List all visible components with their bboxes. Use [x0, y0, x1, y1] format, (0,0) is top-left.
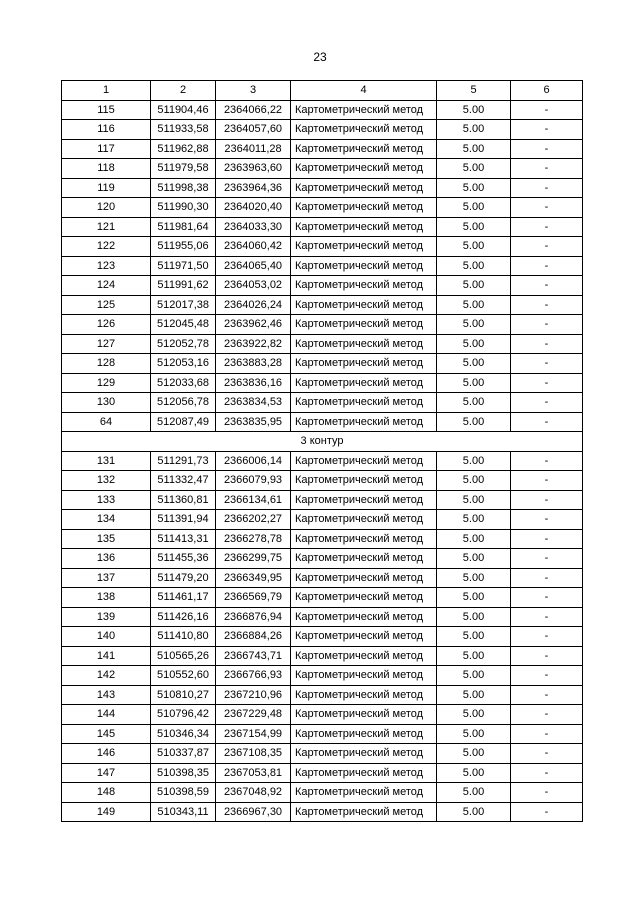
- method-cell: Картометрический метод: [291, 100, 437, 120]
- y-coordinate-cell: 2364011,28: [216, 139, 291, 159]
- point-number-cell: 143: [62, 685, 151, 705]
- table-row: [62, 783, 583, 803]
- y-coordinate-cell: 2366876,94: [216, 607, 291, 627]
- table-row: [62, 237, 583, 257]
- table-row: [62, 471, 583, 491]
- accuracy-cell: 5.00: [437, 627, 511, 647]
- table-row: [62, 607, 583, 627]
- x-coordinate-cell: 512056,78: [151, 393, 216, 413]
- x-coordinate-cell: 510343,11: [151, 802, 216, 822]
- note-cell: -: [511, 139, 583, 159]
- point-number-cell: 126: [62, 315, 151, 335]
- note-cell: -: [511, 373, 583, 393]
- method-cell: Картометрический метод: [291, 276, 437, 296]
- accuracy-cell: 5.00: [437, 412, 511, 432]
- note-cell: -: [511, 198, 583, 218]
- point-number-cell: 140: [62, 627, 151, 647]
- accuracy-cell: 5.00: [437, 120, 511, 140]
- note-cell: -: [511, 217, 583, 237]
- accuracy-cell: 5.00: [437, 276, 511, 296]
- x-coordinate-cell: 511455,36: [151, 549, 216, 569]
- x-coordinate-cell: 511426,16: [151, 607, 216, 627]
- point-number-cell: 139: [62, 607, 151, 627]
- point-number-cell: 138: [62, 588, 151, 608]
- point-number-cell: 131: [62, 451, 151, 471]
- x-coordinate-cell: 510552,60: [151, 666, 216, 686]
- y-coordinate-cell: 2363836,16: [216, 373, 291, 393]
- table-row: [62, 802, 583, 822]
- y-coordinate-cell: 2363835,95: [216, 412, 291, 432]
- note-cell: -: [511, 354, 583, 374]
- x-coordinate-cell: 511971,50: [151, 256, 216, 276]
- table-row: [62, 373, 583, 393]
- accuracy-cell: 5.00: [437, 217, 511, 237]
- point-number-cell: 142: [62, 666, 151, 686]
- note-cell: -: [511, 412, 583, 432]
- accuracy-cell: 5.00: [437, 393, 511, 413]
- point-number-cell: 147: [62, 763, 151, 783]
- point-number-cell: 122: [62, 237, 151, 257]
- note-cell: -: [511, 256, 583, 276]
- method-cell: Картометрический метод: [291, 256, 437, 276]
- y-coordinate-cell: 2363834,53: [216, 393, 291, 413]
- x-coordinate-cell: 511981,64: [151, 217, 216, 237]
- point-number-cell: 64: [62, 412, 151, 432]
- point-number-cell: 123: [62, 256, 151, 276]
- y-coordinate-cell: 2367048,92: [216, 783, 291, 803]
- note-cell: -: [511, 627, 583, 647]
- y-coordinate-cell: 2364065,40: [216, 256, 291, 276]
- method-cell: Картометрический метод: [291, 783, 437, 803]
- table-row: [62, 198, 583, 218]
- x-coordinate-cell: 511990,30: [151, 198, 216, 218]
- point-number-cell: 121: [62, 217, 151, 237]
- note-cell: -: [511, 159, 583, 179]
- accuracy-cell: 5.00: [437, 666, 511, 686]
- page-number: 23: [313, 50, 327, 64]
- x-coordinate-cell: 510810,27: [151, 685, 216, 705]
- method-cell: Картометрический метод: [291, 334, 437, 354]
- table-row: [62, 120, 583, 140]
- x-coordinate-cell: 511391,94: [151, 510, 216, 530]
- x-coordinate-cell: 510337,87: [151, 744, 216, 764]
- table-row: [62, 529, 583, 549]
- point-number-cell: 127: [62, 334, 151, 354]
- y-coordinate-cell: 2363883,28: [216, 354, 291, 374]
- table-row: [62, 412, 583, 432]
- note-cell: -: [511, 315, 583, 335]
- coordinates-table: [61, 80, 583, 822]
- x-coordinate-cell: 511962,88: [151, 139, 216, 159]
- accuracy-cell: 5.00: [437, 198, 511, 218]
- x-coordinate-cell: 510346,34: [151, 724, 216, 744]
- y-coordinate-cell: 2366299,75: [216, 549, 291, 569]
- y-coordinate-cell: 2366743,71: [216, 646, 291, 666]
- point-number-cell: 117: [62, 139, 151, 159]
- y-coordinate-cell: 2363962,46: [216, 315, 291, 335]
- method-cell: Картометрический метод: [291, 685, 437, 705]
- note-cell: -: [511, 646, 583, 666]
- note-cell: -: [511, 724, 583, 744]
- x-coordinate-cell: 511360,81: [151, 490, 216, 510]
- method-cell: Картометрический метод: [291, 666, 437, 686]
- x-coordinate-cell: 512053,16: [151, 354, 216, 374]
- y-coordinate-cell: 2366349,95: [216, 568, 291, 588]
- accuracy-cell: 5.00: [437, 178, 511, 198]
- table-row: [62, 451, 583, 471]
- table-row: [62, 646, 583, 666]
- accuracy-cell: 5.00: [437, 763, 511, 783]
- method-cell: Картометрический метод: [291, 120, 437, 140]
- note-cell: -: [511, 763, 583, 783]
- x-coordinate-cell: 510565,26: [151, 646, 216, 666]
- y-coordinate-cell: 2364020,40: [216, 198, 291, 218]
- accuracy-cell: 5.00: [437, 354, 511, 374]
- note-cell: -: [511, 490, 583, 510]
- table-row: [62, 724, 583, 744]
- point-number-cell: 118: [62, 159, 151, 179]
- y-coordinate-cell: 2367229,48: [216, 705, 291, 725]
- y-coordinate-cell: 2363964,36: [216, 178, 291, 198]
- table-row: [62, 334, 583, 354]
- y-coordinate-cell: 2364066,22: [216, 100, 291, 120]
- accuracy-cell: 5.00: [437, 471, 511, 491]
- note-cell: -: [511, 295, 583, 315]
- table-row: [62, 256, 583, 276]
- table-header-row: [62, 81, 583, 101]
- note-cell: -: [511, 237, 583, 257]
- method-cell: Картометрический метод: [291, 724, 437, 744]
- method-cell: Картометрический метод: [291, 354, 437, 374]
- accuracy-cell: 5.00: [437, 685, 511, 705]
- point-number-cell: 145: [62, 724, 151, 744]
- note-cell: -: [511, 100, 583, 120]
- accuracy-cell: 5.00: [437, 607, 511, 627]
- accuracy-cell: 5.00: [437, 373, 511, 393]
- note-cell: -: [511, 276, 583, 296]
- note-cell: -: [511, 510, 583, 530]
- x-coordinate-cell: 511461,17: [151, 588, 216, 608]
- accuracy-cell: 5.00: [437, 295, 511, 315]
- table-row: [62, 217, 583, 237]
- method-cell: Картометрический метод: [291, 159, 437, 179]
- x-coordinate-cell: 510398,35: [151, 763, 216, 783]
- y-coordinate-cell: 2366079,93: [216, 471, 291, 491]
- method-cell: Картометрический метод: [291, 588, 437, 608]
- x-coordinate-cell: 511955,06: [151, 237, 216, 257]
- x-coordinate-cell: 511991,62: [151, 276, 216, 296]
- point-number-cell: 135: [62, 529, 151, 549]
- method-cell: Картометрический метод: [291, 295, 437, 315]
- method-cell: Картометрический метод: [291, 178, 437, 198]
- note-cell: -: [511, 451, 583, 471]
- table-row: [62, 159, 583, 179]
- method-cell: Картометрический метод: [291, 471, 437, 491]
- method-cell: Картометрический метод: [291, 763, 437, 783]
- x-coordinate-cell: 512087,49: [151, 412, 216, 432]
- y-coordinate-cell: 2364057,60: [216, 120, 291, 140]
- y-coordinate-cell: 2364053,02: [216, 276, 291, 296]
- x-coordinate-cell: 511291,73: [151, 451, 216, 471]
- table-body: [62, 81, 583, 822]
- point-number-cell: 115: [62, 100, 151, 120]
- note-cell: -: [511, 178, 583, 198]
- section-label: 3 контур: [62, 432, 583, 452]
- table-row: [62, 295, 583, 315]
- method-cell: Картометрический метод: [291, 744, 437, 764]
- header-cell: 4: [291, 81, 437, 101]
- method-cell: Картометрический метод: [291, 393, 437, 413]
- x-coordinate-cell: 511998,38: [151, 178, 216, 198]
- point-number-cell: 124: [62, 276, 151, 296]
- y-coordinate-cell: 2364026,24: [216, 295, 291, 315]
- point-number-cell: 149: [62, 802, 151, 822]
- method-cell: Картометрический метод: [291, 237, 437, 257]
- x-coordinate-cell: 511479,20: [151, 568, 216, 588]
- note-cell: -: [511, 529, 583, 549]
- method-cell: Картометрический метод: [291, 529, 437, 549]
- method-cell: Картометрический метод: [291, 568, 437, 588]
- point-number-cell: 132: [62, 471, 151, 491]
- note-cell: -: [511, 471, 583, 491]
- method-cell: Картометрический метод: [291, 490, 437, 510]
- point-number-cell: 119: [62, 178, 151, 198]
- point-number-cell: 146: [62, 744, 151, 764]
- point-number-cell: 141: [62, 646, 151, 666]
- method-cell: Картометрический метод: [291, 802, 437, 822]
- y-coordinate-cell: 2366006,14: [216, 451, 291, 471]
- accuracy-cell: 5.00: [437, 256, 511, 276]
- point-number-cell: 116: [62, 120, 151, 140]
- note-cell: -: [511, 334, 583, 354]
- table-row: [62, 627, 583, 647]
- note-cell: -: [511, 666, 583, 686]
- x-coordinate-cell: 512045,48: [151, 315, 216, 335]
- note-cell: -: [511, 802, 583, 822]
- header-cell: 1: [62, 81, 151, 101]
- table-row: [62, 490, 583, 510]
- y-coordinate-cell: 2366134,61: [216, 490, 291, 510]
- accuracy-cell: 5.00: [437, 490, 511, 510]
- point-number-cell: 129: [62, 373, 151, 393]
- accuracy-cell: 5.00: [437, 783, 511, 803]
- table-row: [62, 276, 583, 296]
- note-cell: -: [511, 783, 583, 803]
- note-cell: -: [511, 705, 583, 725]
- header-cell: 2: [151, 81, 216, 101]
- accuracy-cell: 5.00: [437, 100, 511, 120]
- method-cell: Картометрический метод: [291, 510, 437, 530]
- method-cell: Картометрический метод: [291, 607, 437, 627]
- y-coordinate-cell: 2366967,30: [216, 802, 291, 822]
- method-cell: Картометрический метод: [291, 412, 437, 432]
- note-cell: -: [511, 120, 583, 140]
- x-coordinate-cell: 512052,78: [151, 334, 216, 354]
- note-cell: -: [511, 685, 583, 705]
- method-cell: Картометрический метод: [291, 315, 437, 335]
- note-cell: -: [511, 568, 583, 588]
- accuracy-cell: 5.00: [437, 744, 511, 764]
- x-coordinate-cell: 511413,31: [151, 529, 216, 549]
- note-cell: -: [511, 607, 583, 627]
- method-cell: Картометрический метод: [291, 198, 437, 218]
- x-coordinate-cell: 511332,47: [151, 471, 216, 491]
- y-coordinate-cell: 2366884,26: [216, 627, 291, 647]
- method-cell: Картометрический метод: [291, 705, 437, 725]
- accuracy-cell: 5.00: [437, 802, 511, 822]
- table-row: [62, 744, 583, 764]
- accuracy-cell: 5.00: [437, 334, 511, 354]
- x-coordinate-cell: 511979,58: [151, 159, 216, 179]
- method-cell: Картометрический метод: [291, 139, 437, 159]
- note-cell: -: [511, 588, 583, 608]
- accuracy-cell: 5.00: [437, 237, 511, 257]
- y-coordinate-cell: 2367210,96: [216, 685, 291, 705]
- y-coordinate-cell: 2363963,60: [216, 159, 291, 179]
- point-number-cell: 128: [62, 354, 151, 374]
- section-row: [62, 432, 583, 452]
- header-cell: 3: [216, 81, 291, 101]
- accuracy-cell: 5.00: [437, 451, 511, 471]
- table-row: [62, 315, 583, 335]
- point-number-cell: 120: [62, 198, 151, 218]
- point-number-cell: 133: [62, 490, 151, 510]
- accuracy-cell: 5.00: [437, 568, 511, 588]
- method-cell: Картометрический метод: [291, 549, 437, 569]
- accuracy-cell: 5.00: [437, 529, 511, 549]
- accuracy-cell: 5.00: [437, 724, 511, 744]
- table-row: [62, 568, 583, 588]
- accuracy-cell: 5.00: [437, 139, 511, 159]
- header-cell: 5: [437, 81, 511, 101]
- y-coordinate-cell: 2363922,82: [216, 334, 291, 354]
- point-number-cell: 136: [62, 549, 151, 569]
- y-coordinate-cell: 2366569,79: [216, 588, 291, 608]
- x-coordinate-cell: 510398,59: [151, 783, 216, 803]
- method-cell: Картометрический метод: [291, 646, 437, 666]
- table-row: [62, 549, 583, 569]
- header-cell: 6: [511, 81, 583, 101]
- accuracy-cell: 5.00: [437, 315, 511, 335]
- point-number-cell: 125: [62, 295, 151, 315]
- y-coordinate-cell: 2367053,81: [216, 763, 291, 783]
- table-row: [62, 588, 583, 608]
- table-row: [62, 100, 583, 120]
- table-row: [62, 354, 583, 374]
- note-cell: -: [511, 744, 583, 764]
- table-row: [62, 393, 583, 413]
- note-cell: -: [511, 393, 583, 413]
- accuracy-cell: 5.00: [437, 646, 511, 666]
- y-coordinate-cell: 2366278,78: [216, 529, 291, 549]
- y-coordinate-cell: 2366766,93: [216, 666, 291, 686]
- table-row: [62, 763, 583, 783]
- point-number-cell: 137: [62, 568, 151, 588]
- accuracy-cell: 5.00: [437, 588, 511, 608]
- table-row: [62, 666, 583, 686]
- y-coordinate-cell: 2364033,30: [216, 217, 291, 237]
- accuracy-cell: 5.00: [437, 705, 511, 725]
- table-row: [62, 139, 583, 159]
- y-coordinate-cell: 2367108,35: [216, 744, 291, 764]
- point-number-cell: 144: [62, 705, 151, 725]
- x-coordinate-cell: 511904,46: [151, 100, 216, 120]
- table-row: [62, 685, 583, 705]
- method-cell: Картометрический метод: [291, 451, 437, 471]
- x-coordinate-cell: 512033,68: [151, 373, 216, 393]
- point-number-cell: 148: [62, 783, 151, 803]
- y-coordinate-cell: 2367154,99: [216, 724, 291, 744]
- note-cell: -: [511, 549, 583, 569]
- table-row: [62, 178, 583, 198]
- x-coordinate-cell: 510796,42: [151, 705, 216, 725]
- accuracy-cell: 5.00: [437, 510, 511, 530]
- x-coordinate-cell: 511933,58: [151, 120, 216, 140]
- y-coordinate-cell: 2364060,42: [216, 237, 291, 257]
- point-number-cell: 134: [62, 510, 151, 530]
- x-coordinate-cell: 512017,38: [151, 295, 216, 315]
- method-cell: Картометрический метод: [291, 217, 437, 237]
- point-number-cell: 130: [62, 393, 151, 413]
- accuracy-cell: 5.00: [437, 159, 511, 179]
- method-cell: Картометрический метод: [291, 373, 437, 393]
- method-cell: Картометрический метод: [291, 627, 437, 647]
- accuracy-cell: 5.00: [437, 549, 511, 569]
- table-row: [62, 705, 583, 725]
- table-row: [62, 510, 583, 530]
- x-coordinate-cell: 511410,80: [151, 627, 216, 647]
- y-coordinate-cell: 2366202,27: [216, 510, 291, 530]
